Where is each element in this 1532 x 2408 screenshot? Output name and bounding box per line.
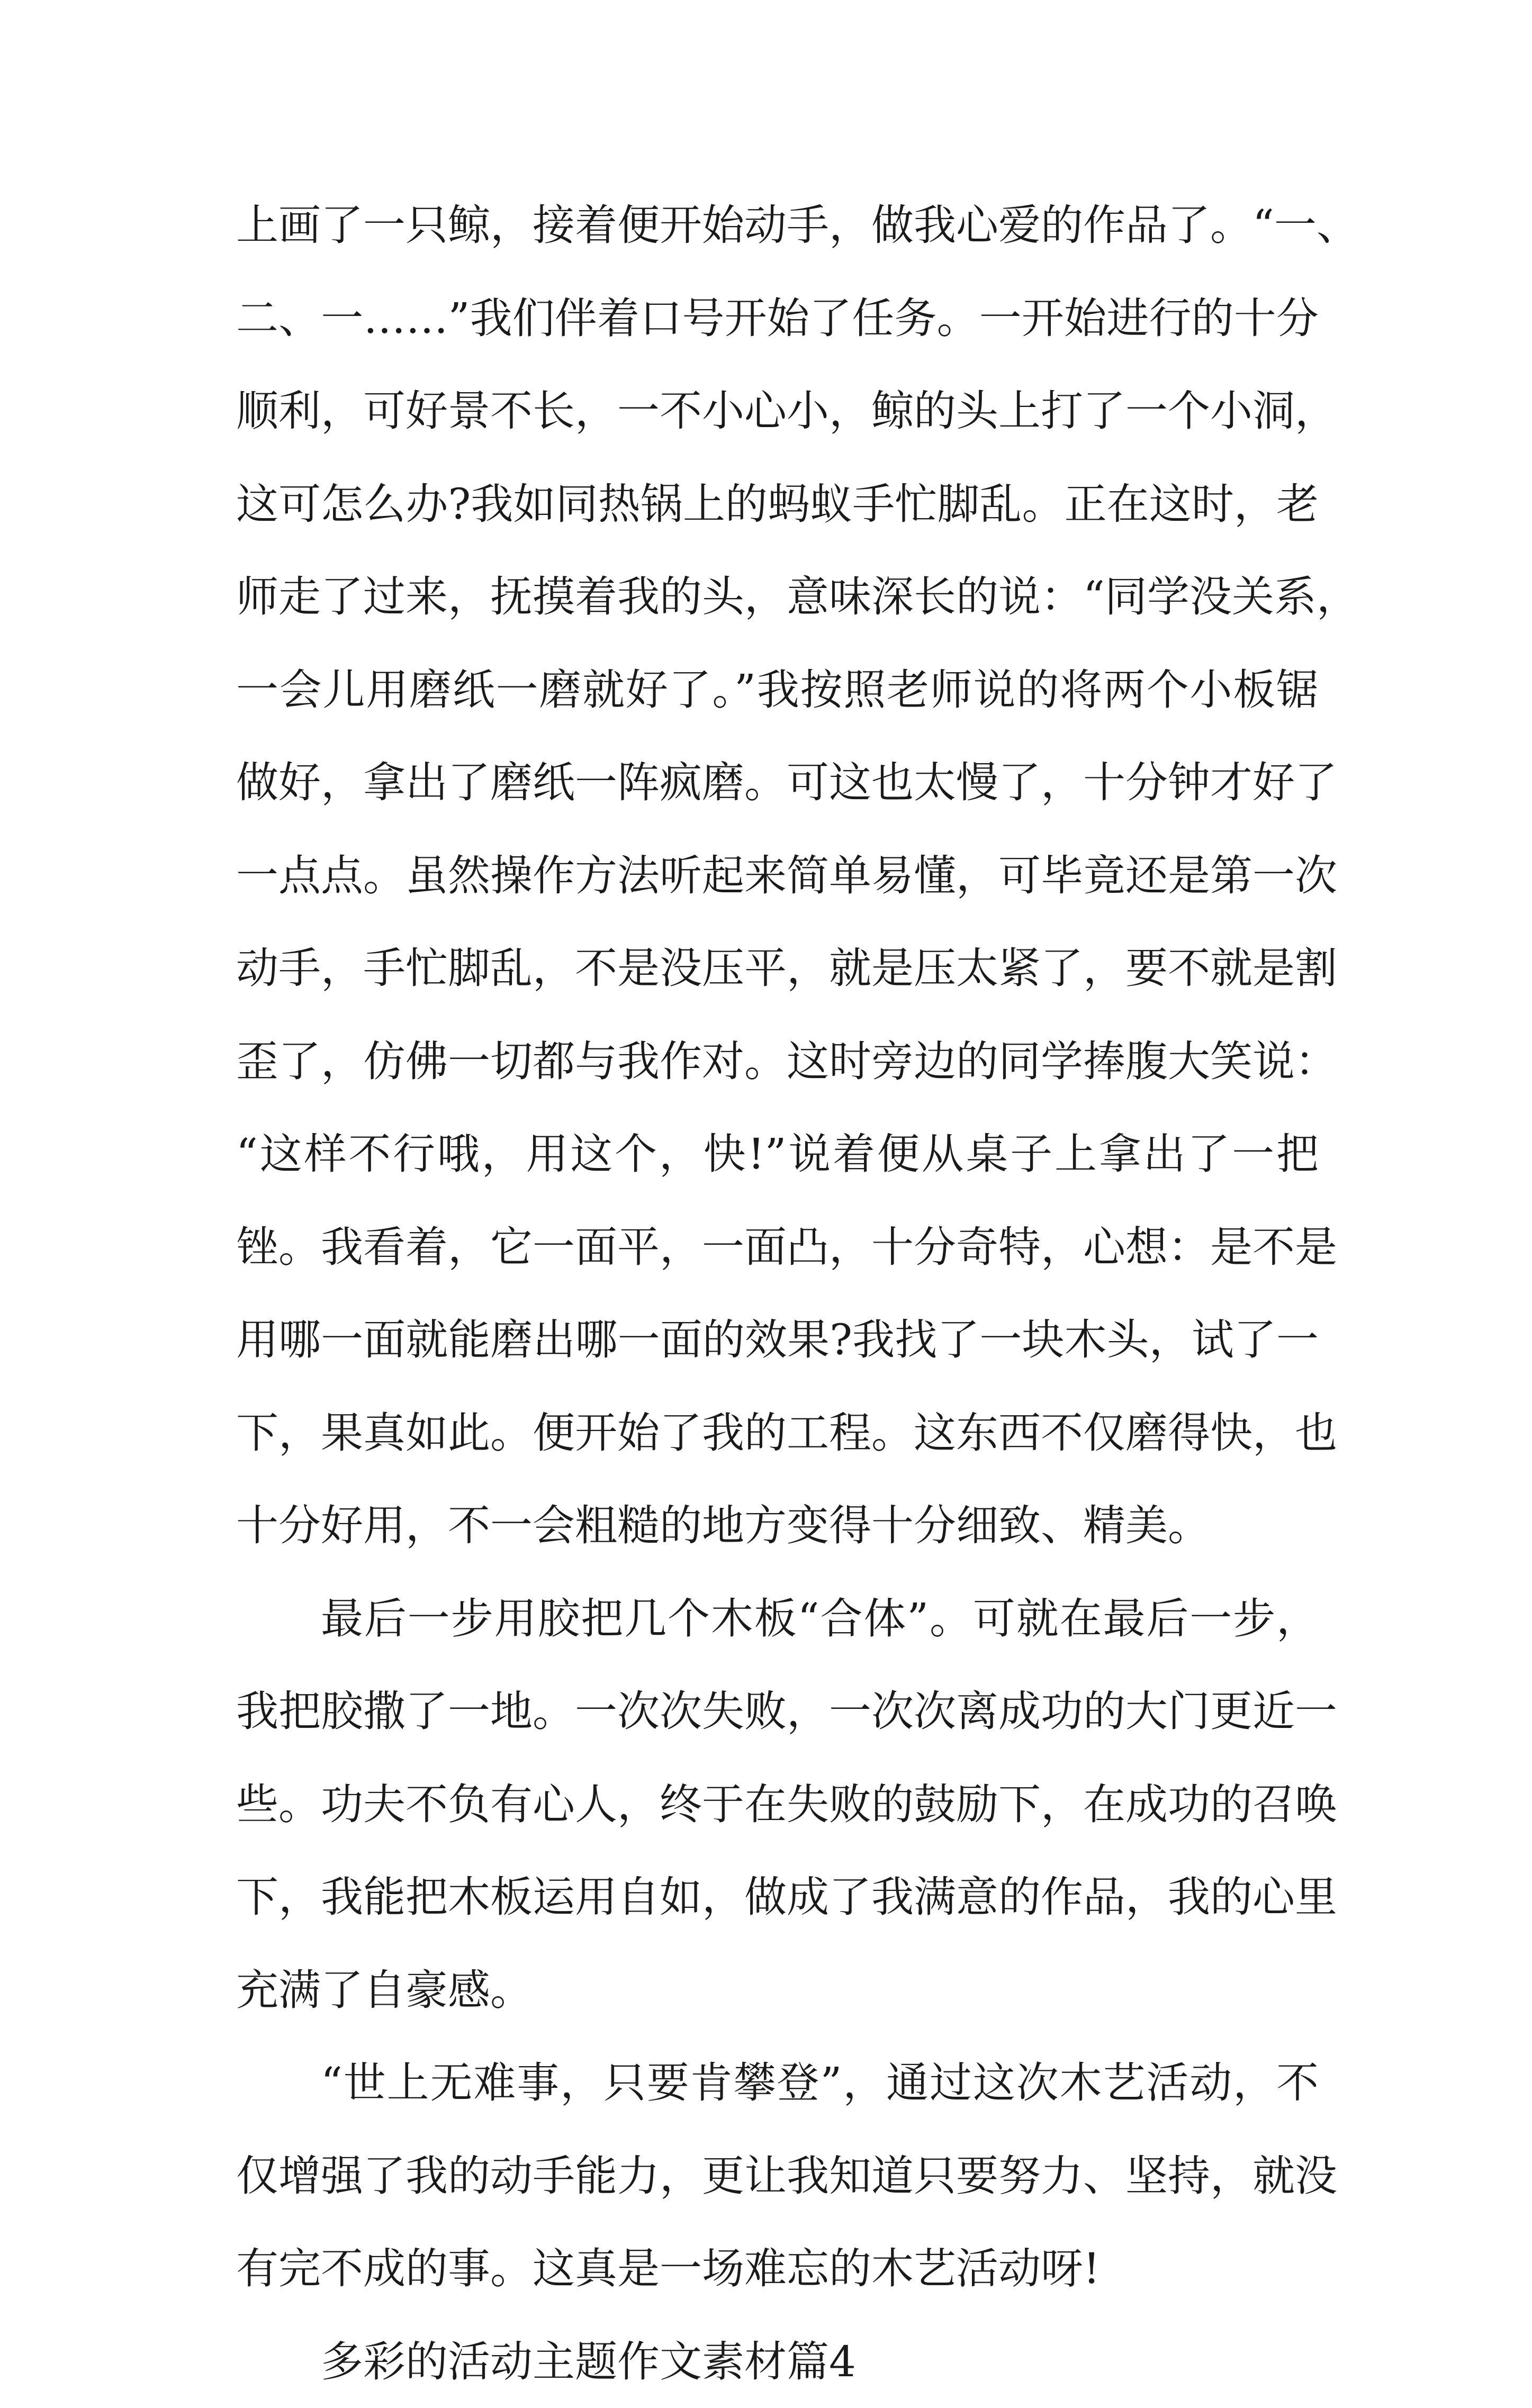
text-line: 顺利，可好景不长，一不小心小，鲸的头上打了一个小洞， (236, 365, 1319, 458)
text-line: 动手，手忙脚乱，不是没压平，就是压太紧了，要不就是割 (236, 922, 1319, 1015)
text-line: 二、一……”我们伴着口号开始了任务。一开始进行的十分 (236, 272, 1319, 365)
text-line: 充满了自豪感。 (236, 1944, 1319, 2037)
paragraph-start-line: 最后一步用胶把几个木板“合体”。可就在最后一步， (236, 1572, 1319, 1665)
text-line: 十分好用，不一会粗糙的地方变得十分细致、精美。 (236, 1479, 1319, 1572)
text-line: 一点点。虽然操作方法听起来简单易懂，可毕竟还是第一次 (236, 829, 1319, 922)
text-line: 仅增强了我的动手能力，更让我知道只要努力、坚持，就没 (236, 2130, 1319, 2223)
text-line: 些。功夫不负有心人，终于在失败的鼓励下，在成功的召唤 (236, 1758, 1319, 1851)
text-line: 做好，拿出了磨纸一阵疯磨。可这也太慢了，十分钟才好了 (236, 736, 1319, 829)
paragraph-start-line: 多彩的活动主题作文素材篇4 (236, 2315, 1319, 2408)
essay-text (236, 179, 1319, 2408)
text-line: 歪了，仿佛一切都与我作对。这时旁边的同学捧腹大笑说： (236, 1015, 1319, 1108)
text-line: 上画了一只鲸，接着便开始动手，做我心爱的作品了。“一、 (236, 179, 1319, 272)
text-line: 师走了过来，抚摸着我的头，意味深长的说：“同学没关系， (236, 550, 1319, 644)
text-line: 下，果真如此。便开始了我的工程。这东西不仅磨得快，也 (236, 1387, 1319, 1480)
text-line: 锉。我看着，它一面平，一面凸，十分奇特，心想：是不是 (236, 1201, 1319, 1294)
text-line: 这可怎么办?我如同热锅上的蚂蚁手忙脚乱。正在这时，老 (236, 458, 1319, 551)
text-line: 我把胶撒了一地。一次次失败，一次次离成功的大门更近一 (236, 1665, 1319, 1758)
text-line: 用哪一面就能磨出哪一面的效果?我找了一块木头，试了一 (236, 1293, 1319, 1387)
text-line: 下，我能把木板运用自如，做成了我满意的作品，我的心里 (236, 1851, 1319, 1944)
text-line: “这样不行哦，用这个，快!”说着便从桌子上拿出了一把 (236, 1108, 1319, 1201)
paragraph-start-line: “世上无难事，只要肯攀登”，通过这次木艺活动，不 (236, 2036, 1319, 2130)
text-line: 有完不成的事。这真是一场难忘的木艺活动呀! (236, 2222, 1319, 2315)
text-line: 一会儿用磨纸一磨就好了。”我按照老师说的将两个小板锯 (236, 644, 1319, 737)
